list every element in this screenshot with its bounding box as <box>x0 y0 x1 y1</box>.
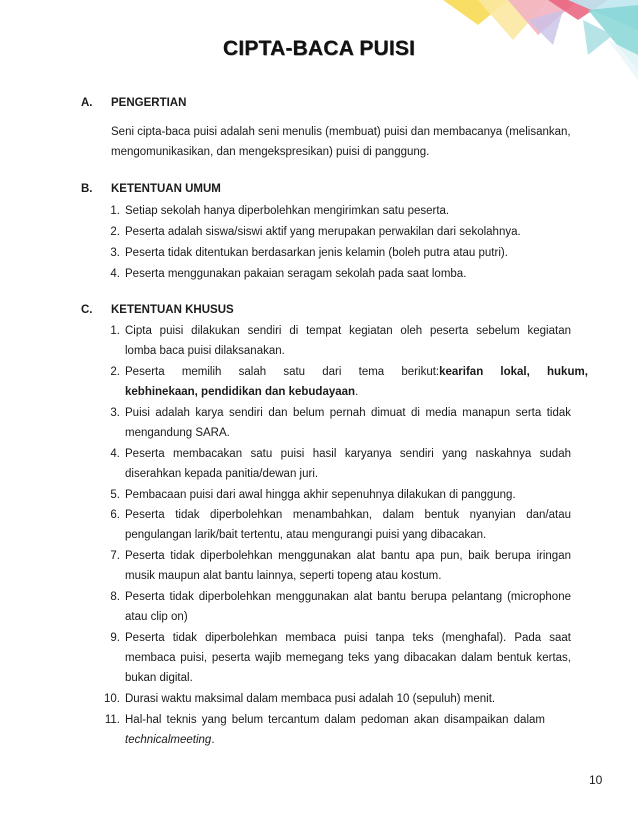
section-c-item-11-period: . <box>211 734 215 746</box>
section-b-num: 1. <box>110 205 120 217</box>
section-c-item-4-line-1: Peserta membacakan satu puisi hasil karyanya sendiri yang naskahnya sudah <box>125 448 571 460</box>
section-a-heading: PENGERTIAN <box>111 97 187 109</box>
section-c-item-5-line-1: Pembacaan puisi dari awal hingga akhir sepenuhnya dilakukan di panggung. <box>125 489 516 501</box>
section-c-num: 4. <box>110 448 120 460</box>
section-c-num: 11. <box>104 714 120 726</box>
section-c-item-3-line-2: mengandung SARA. <box>125 427 230 439</box>
section-c-letter: C. <box>81 304 93 316</box>
section-b-item: Peserta tidak ditentukan berdasarkan jenis kelamin (boleh putra atau putri). <box>125 247 508 259</box>
section-c-num: 2. <box>110 366 120 378</box>
section-b-item: Peserta menggunakan pakaian seragam sekolah pada saat lomba. <box>125 268 467 280</box>
section-c-item-8-line-2: atau clip on) <box>125 611 188 623</box>
section-b-num: 2. <box>110 226 120 238</box>
section-c-heading: KETENTUAN KHUSUS <box>111 304 234 316</box>
page-title: CIPTA-BACA PUISI <box>222 37 416 60</box>
section-c-item-7-line-1: Peserta tidak diperbolehkan menggunakan alat bantu apa pun, baik berupa iringan <box>125 550 571 562</box>
section-c-item-9-line-3: bukan digital. <box>125 672 193 684</box>
page-number: 10 <box>589 773 603 787</box>
section-b-num: 3. <box>110 247 120 259</box>
section-c-item-11-line-2 <box>125 734 215 746</box>
section-c-item-11-line-1: Hal-hal teknis yang belum tercantum dalam pedoman akan disampaikan dalam <box>125 714 545 726</box>
section-c-item-2-line-1 <box>125 366 588 378</box>
section-c-item-3-line-1: Puisi adalah karya sendiri dan belum pernah dimuat di media manapun serta tidak <box>125 407 571 419</box>
section-b-heading: KETENTUAN UMUM <box>111 183 221 195</box>
section-b-item: Peserta adalah siswa/siswi aktif yang merupakan perwakilan dari sekolahnya. <box>125 226 521 238</box>
section-c-item-2-themes: kearifan lokal, hukum, <box>439 366 588 378</box>
section-c-item-2-text: Peserta memilih salah satu dari tema berikut: <box>125 366 440 378</box>
section-a-line-2: mengomunikasikan, dan mengekspresikan) puisi di panggung. <box>111 146 430 158</box>
section-c-num: 6. <box>110 509 120 521</box>
section-a-line-1: Seni cipta-baca puisi adalah seni menulis (membuat) puisi dan membacanya (melisankan, <box>111 126 571 138</box>
section-c-item-9-line-2: membaca puisi, peserta wajib memegang teks yang dibacakan dalam bentuk kertas, <box>125 652 571 664</box>
section-c-item-6-line-1: Peserta tidak diperbolehkan menambahkan, dalam bentuk nyanyian dan/atau <box>125 509 571 521</box>
section-c-num: 10. <box>104 693 120 705</box>
section-a-letter: A. <box>81 97 93 109</box>
section-c-num: 3. <box>110 407 120 419</box>
section-c-num: 7. <box>110 550 120 562</box>
section-b-letter: B. <box>81 183 93 195</box>
section-c-item-2-line-2 <box>125 386 358 398</box>
section-c-item-9-line-1: Peserta tidak diperbolehkan membaca puisi tanpa teks (menghafal). Pada saat <box>125 632 571 644</box>
section-c-item-2-themes-cont: kebhinekaan, pendidikan dan kebudayaan <box>125 386 356 398</box>
section-c-num: 1. <box>110 325 120 337</box>
section-b-item: Setiap sekolah hanya diperbolehkan mengirimkan satu peserta. <box>125 205 450 217</box>
section-b-num: 4. <box>110 268 120 280</box>
section-c-item-2-period: . <box>355 386 359 398</box>
section-c-item-10-line-1: Durasi waktu maksimal dalam membaca pusi adalah 10 (sepuluh) menit. <box>125 693 496 705</box>
section-c-num: 8. <box>110 591 120 603</box>
section-c-item-1-line-2: lomba baca puisi dilaksanakan. <box>125 345 285 357</box>
section-c-item-11-term: technicalmeeting <box>125 734 212 746</box>
section-c-item-6-line-2: pengulangan larik/bait tertentu, atau mengurangi puisi yang dibacakan. <box>125 529 487 541</box>
section-c-item-7-line-2: musik maupun alat bantu lainnya, seperti topeng atau kostum. <box>125 570 442 582</box>
section-c-num: 5. <box>110 489 120 501</box>
section-c-item-8-line-1: Peserta tidak diperbolehkan menggunakan alat bantu berupa pelantang (microphone <box>125 591 571 603</box>
section-c-item-1-line-1: Cipta puisi dilakukan sendiri di tempat kegiatan oleh peserta sebelum kegiatan <box>125 325 571 337</box>
section-c-item-4-line-2: diserahkan kepada panitia/dewan juri. <box>125 468 319 480</box>
section-c-num: 9. <box>110 632 120 644</box>
